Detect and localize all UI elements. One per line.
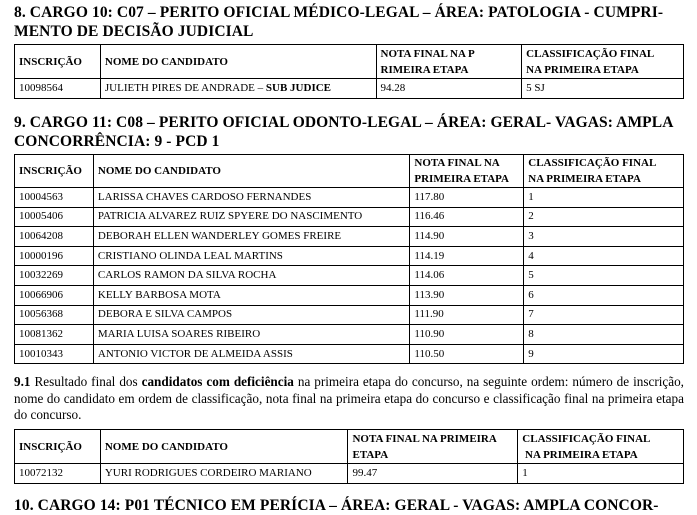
table-row — [15, 246, 684, 266]
cell-nome: DEBORAH ELLEN WANDERLEY GOMES FREIRE — [93, 227, 409, 247]
header-class-line1: CLASSIFICAÇÃO FINAL — [526, 47, 655, 60]
cell-nome: KELLY BARBOSA MOTA — [93, 285, 409, 305]
para-number: 9.1 — [14, 374, 31, 389]
header-nome: NOME DO CANDIDATO — [93, 155, 409, 188]
section-10-title: 10. CARGO 14: P01 TÉCNICO EM PERÍCIA – ÁREA: GERAL - VAGAS: AMPLA CONCOR- — [14, 497, 659, 514]
cell-nota: 114.19 — [410, 246, 524, 266]
section-9-1-header-row — [15, 430, 684, 464]
table-row — [15, 464, 684, 484]
cell-inscricao: 10098564 — [15, 79, 101, 99]
header-nota-line2: ETAPA — [352, 448, 389, 461]
cell-nota: 110.50 — [410, 344, 524, 364]
table-row — [15, 285, 684, 305]
header-class-line2: NA PRIMEIRA ETAPA — [522, 448, 638, 461]
cell-classificacao: 3 — [524, 227, 684, 247]
section-8-title-line2: MENTO DE DECISÃO JUDICIAL — [14, 23, 254, 40]
cell-nota: 113.90 — [410, 285, 524, 305]
section-9-title-line2: CONCORRÊNCIA: 9 - PCD 1 — [14, 133, 220, 150]
table-row — [15, 227, 684, 247]
cell-nome: YURI RODRIGUES CORDEIRO MARIANO — [100, 464, 348, 484]
cell-nome: CARLOS RAMON DA SILVA ROCHA — [93, 266, 409, 286]
cell-nota: 114.90 — [410, 227, 524, 247]
cell-nota: 99.47 — [348, 464, 518, 484]
header-nota — [348, 430, 518, 464]
cell-nota: 114.06 — [410, 266, 524, 286]
table-row — [15, 79, 684, 99]
section-8-title-line1: 8. CARGO 10: C07 – PERITO OFICIAL MÉDICO-LEGAL – ÁREA: PATOLOGIA - CUMPRI- — [14, 4, 664, 21]
table-row — [15, 325, 684, 345]
cell-nome-text: JULIETH PIRES DE ANDRADE – — [104, 81, 266, 94]
cell-nome: DEBORA E SILVA CAMPOS — [93, 305, 409, 325]
cell-nome: PATRICIA ALVAREZ RUIZ SPYERE DO NASCIMENTO — [93, 207, 409, 227]
section-8-header-row — [15, 45, 684, 79]
section-9-title-line1: 9. CARGO 11: C08 – PERITO OFICIAL ODONTO-LEGAL – ÁREA: GERAL- VAGAS: AMPLA — [14, 114, 674, 131]
cell-classificacao: 5 — [524, 266, 684, 286]
header-class-line1: CLASSIFICAÇÃO FINAL — [522, 432, 651, 445]
section-9-body — [15, 188, 684, 364]
header-inscricao: INSCRIÇÃO — [15, 155, 94, 188]
cell-nome: MARIA LUISA SOARES RIBEIRO — [93, 325, 409, 345]
cell-classificacao: 1 — [524, 188, 684, 208]
section-9-heading — [14, 113, 684, 151]
section-9-header-row — [15, 155, 684, 188]
cell-classificacao: 1 — [518, 464, 684, 484]
cell-inscricao: 10072132 — [15, 464, 101, 484]
section-8-table — [14, 44, 684, 99]
header-class-line1: CLASSIFICAÇÃO FINAL — [528, 157, 657, 169]
section-9-table — [14, 154, 684, 364]
cell-inscricao: 10032269 — [15, 266, 94, 286]
section-9-1-paragraph — [14, 374, 684, 424]
cell-nome: LARISSA CHAVES CARDOSO FERNANDES — [93, 188, 409, 208]
cell-nota: 94.28 — [376, 79, 522, 99]
cell-classificacao: 2 — [524, 207, 684, 227]
table-row — [15, 344, 684, 364]
header-nota-line1: NOTA FINAL NA P — [380, 47, 475, 60]
table-row — [15, 305, 684, 325]
header-nome: NOME DO CANDIDATO — [100, 45, 376, 79]
header-classificacao — [518, 430, 684, 464]
header-nota-line1: NOTA FINAL NA — [414, 157, 500, 169]
section-10-heading — [14, 496, 684, 515]
header-nota-line1: NOTA FINAL NA PRIMEIRA — [352, 432, 497, 445]
cell-inscricao: 10064208 — [15, 227, 94, 247]
header-classificacao — [524, 155, 684, 188]
header-nota — [410, 155, 524, 188]
header-class-line2: NA PRIMEIRA ETAPA — [526, 63, 639, 76]
cell-classificacao: 6 — [524, 285, 684, 305]
cell-classificacao: 8 — [524, 325, 684, 345]
cell-nota: 116.46 — [410, 207, 524, 227]
cell-nota: 111.90 — [410, 305, 524, 325]
header-inscricao: INSCRIÇÃO — [15, 430, 101, 464]
cell-nome — [100, 79, 376, 99]
cell-nota: 110.90 — [410, 325, 524, 345]
header-nota-line2: RIMEIRA ETAPA — [380, 63, 469, 76]
cell-inscricao: 10000196 — [15, 246, 94, 266]
cell-inscricao: 10004563 — [15, 188, 94, 208]
section-8-heading — [14, 3, 684, 41]
cell-classificacao: 5 SJ — [522, 79, 684, 99]
table-row — [15, 207, 684, 227]
header-nome: NOME DO CANDIDATO — [100, 430, 348, 464]
sub-judice-label: SUB JUDICE — [265, 81, 332, 94]
header-inscricao: INSCRIÇÃO — [15, 45, 101, 79]
header-nota — [376, 45, 522, 79]
para-bold: candidatos com deficiência — [141, 374, 294, 389]
header-nota-line2: PRIMEIRA ETAPA — [414, 173, 509, 185]
cell-nome: CRISTIANO OLINDA LEAL MARTINS — [93, 246, 409, 266]
cell-inscricao: 10066906 — [15, 285, 94, 305]
header-classificacao — [522, 45, 684, 79]
cell-classificacao: 4 — [524, 246, 684, 266]
cell-nome: ANTONIO VICTOR DE ALMEIDA ASSIS — [93, 344, 409, 364]
cell-classificacao: 9 — [524, 344, 684, 364]
cell-nota: 117.80 — [410, 188, 524, 208]
cell-inscricao: 10010343 — [15, 344, 94, 364]
section-9-1-table — [14, 429, 684, 484]
header-class-line2: NA PRIMEIRA ETAPA — [528, 173, 641, 185]
table-row — [15, 266, 684, 286]
cell-inscricao: 10005406 — [15, 207, 94, 227]
cell-inscricao: 10081362 — [15, 325, 94, 345]
cell-inscricao: 10056368 — [15, 305, 94, 325]
para-text-2: na primeira etapa do concurso, na seguinte ordem: número de inscrição, nome do candidato em ordem de classificação, nota final na primeira etapa do concurso e classificação final na primeira etapa do concurso. — [14, 374, 684, 423]
table-row — [15, 188, 684, 208]
para-text-1: Resultado final dos — [30, 374, 142, 389]
cell-classificacao: 7 — [524, 305, 684, 325]
